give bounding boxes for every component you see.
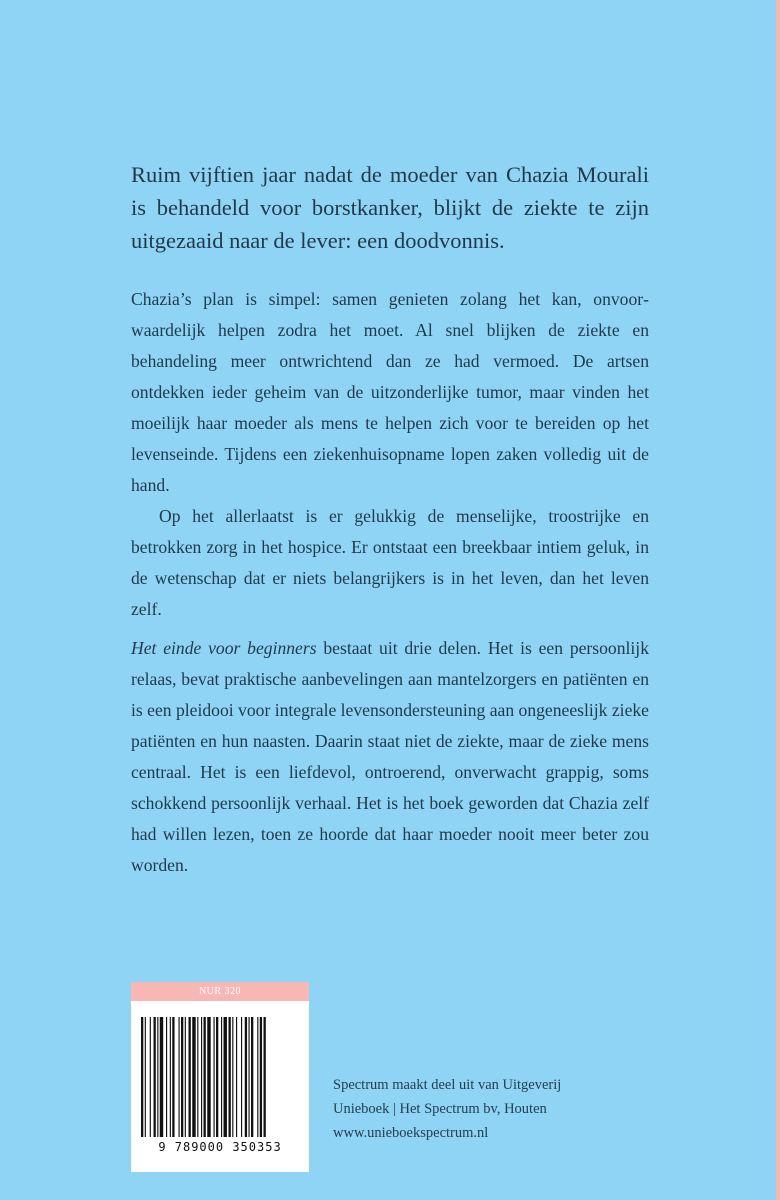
barcode-bar <box>157 1017 158 1137</box>
barcode <box>131 1001 309 1172</box>
publisher-info <box>333 1073 653 1145</box>
barcode-bar <box>150 1017 151 1137</box>
barcode-bar <box>260 1017 262 1137</box>
barcode-bar <box>181 1017 183 1137</box>
description-block <box>131 633 649 881</box>
barcode-bar <box>251 1017 253 1137</box>
nur-label: NUR 320 <box>131 982 309 1001</box>
barcode-bar <box>192 1017 195 1137</box>
spine-edge <box>776 0 780 1200</box>
description-paragraph <box>131 633 649 881</box>
synopsis-block <box>131 284 649 625</box>
synopsis-paragraph-2: Op het allerlaatst is er gelukkig de menselijke, troostrijke en betrokken zorg in het hospice. Er ontstaat een breekbaar intiem geluk, in de wetenschap dat er niets belangrijkers is in het leven, dan het leven zelf. <box>131 506 649 619</box>
barcode-bar <box>249 1017 250 1137</box>
barcode-bar <box>160 1017 163 1137</box>
barcode-bar <box>216 1017 218 1137</box>
isbn-digits: 9 789000 350353 <box>158 1140 282 1154</box>
barcode-bar <box>172 1017 174 1137</box>
barcode-bar <box>245 1017 247 1137</box>
publisher-line-1: Spectrum maakt deel uit van Uitgeverij <box>333 1077 562 1093</box>
barcode-bar <box>201 1017 202 1137</box>
barcode-bar <box>197 1017 198 1137</box>
barcode-bar <box>241 1017 242 1137</box>
barcode-bar <box>166 1017 167 1137</box>
barcode-bar <box>185 1017 186 1137</box>
lead-paragraph: Ruim vijftien jaar nadat de moeder van Chazia Mourali is behandeld voor borstkanker, blijkt de ziekte te zijn uitgezaaid naar de lever: een doodvonnis. <box>131 162 649 253</box>
publisher-url: www.unieboekspectrum.nl <box>333 1125 489 1141</box>
barcode-bar <box>141 1017 143 1137</box>
barcode-bar <box>179 1017 180 1137</box>
barcode-bar <box>207 1017 210 1137</box>
barcode-bar <box>204 1017 206 1137</box>
barcode-bar <box>264 1017 266 1137</box>
barcode-bar <box>154 1017 156 1137</box>
synopsis-paragraph-1: Chazia’s plan is simpel: samen genieten zolang het kan, onvoorwaardelijk helpen zodra het moet. Al snel blijken de ziekte en behandeling meer ontwrichtend dan ze had vermoed. De artsen ontdekken ieder geheim van de uitzonderlijke tumor, maar vinden het moeilijk haar moeder als mens te helpen zich voor te bereiden op het levenseinde. Tijdens een ziekenhuisopname lopen zaken volledig uit de hand. <box>131 289 649 495</box>
barcode-bar <box>236 1017 237 1137</box>
barcode-bar <box>145 1017 146 1137</box>
book-title-italic: Het einde voor beginners <box>131 638 317 658</box>
description-text: bestaat uit drie delen. Het is een persoonlijk relaas, bevat praktische aanbevelingen aan mantelzorgers en patiënten en is een pleidooi voor integrale levensondersteuning aan ongeneeslijk zieke patiënten en hun naasten. Daarin staat niet de ziekte, maar de zieke mens centraal. Het is een liefdevol, ontroerend, onverwacht grappig, soms schokkend persoonlijk verhaal. Het is het boek geworden dat Chazia zelf had willen lezen, toen ze hoorde dat haar moeder nooit meer beter zou worden. <box>131 638 649 875</box>
barcode-bar <box>232 1017 233 1137</box>
barcode-bar <box>257 1017 258 1137</box>
publisher-line-2: Unieboek | Het Spectrum bv, Houten <box>333 1101 547 1117</box>
barcode-bar <box>214 1017 215 1137</box>
isbn-barcode-box <box>131 982 309 1172</box>
barcode-bars <box>141 1017 299 1137</box>
barcode-bar <box>224 1017 227 1137</box>
barcode-bar <box>189 1017 191 1137</box>
barcode-bar <box>229 1017 231 1137</box>
barcode-bar <box>170 1017 171 1137</box>
barcode-bar <box>221 1017 222 1137</box>
